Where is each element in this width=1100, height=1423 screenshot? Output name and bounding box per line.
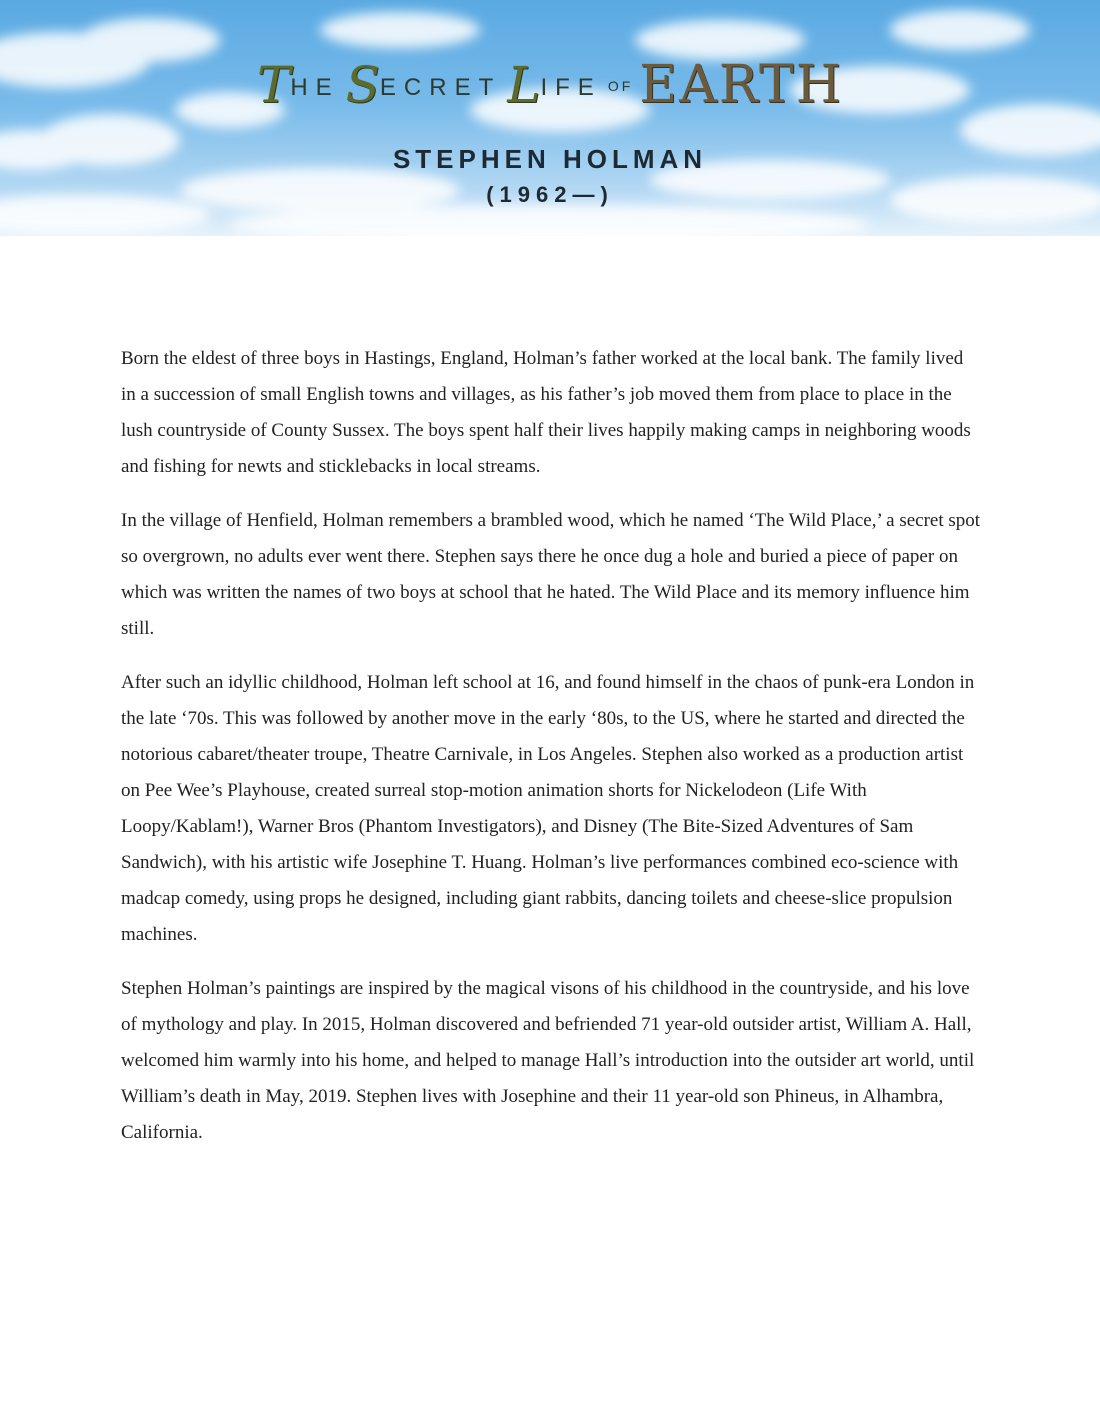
artist-dates: (1962—) (486, 182, 614, 207)
logo-text-he: HE (290, 74, 340, 101)
logo-initial-l: L (507, 56, 541, 114)
logo-text-ecret: ECRET (379, 74, 502, 101)
biography-text (121, 341, 981, 1169)
logo-text-ife: IFE (540, 74, 602, 101)
bio-paragraph: Stephen Holman’s paintings are inspired by the magical visons of his childhood in the countryside, and his love of mythology and play. In 2015, Holman discovered and befriended 71 year-old outsider artist, William A. Hall, welcomed him warmly into his home, and helped to manage Hall’s introduction into the outsider art world, until William’s death in May, 2019. Stephen lives with Josephine and their 11 year-old son Phineus, in Alhambra, California. (121, 978, 975, 1143)
logo-text-of: OF (607, 78, 634, 94)
bio-paragraph: In the village of Henfield, Holman remembers a brambled wood, which he named ‘The Wild Place,’ a secret spot so overgrown, no adults ever went there. Stephen says there he once dug a hole and buried a piece of paper on which was written the names of two boys at school that he hated. The Wild Place and its memory influence him still. (121, 510, 981, 639)
sky-header-banner (0, 0, 1100, 236)
artist-name-heading: STEPHEN HOLMAN (392, 144, 708, 174)
logo-initial-t: T (256, 56, 291, 114)
logo-word-the (257, 58, 340, 112)
bio-paragraph: Born the eldest of three boys in Hastings, England, Holman’s father worked at the local bank. The family lived in a succession of small English towns and villages, as his father’s job moved them from place to place in the lush countryside of County Sussex. The boys spent half their lives happily making camps in neighboring woods and fishing for newts and sticklebacks in local streams. (121, 348, 971, 477)
logo-text-earth: EARTH (639, 55, 844, 115)
bio-paragraph: After such an idyllic childhood, Holman left school at 16, and found himself in the chaos of punk-era London in the late ‘70s. This was followed by another move in the early ‘80s, to the US, where he started and directed the notorious cabaret/theater troupe, Theatre Carnivale, in Los Angeles. Stephen also worked as a production artist on Pee Wee’s Playhouse, created surreal stop-motion animation shorts for Nickelodeon (Life With Loopy/Kablam!), Warner Bros (Phantom Investigators), and Disney (The Bite-Sized Adventures of Sam Sandwich), with his artistic wife Josephine T. Huang. Holman’s live performances combined eco-science with madcap comedy, using props he designed, including giant rabbits, dancing toilets and cheese-slice propulsion machines. (121, 672, 975, 945)
logo-word-secret (346, 58, 502, 112)
logo-word-life (507, 58, 602, 112)
book-title-logo (0, 48, 1100, 115)
logo-initial-s: S (345, 56, 380, 114)
